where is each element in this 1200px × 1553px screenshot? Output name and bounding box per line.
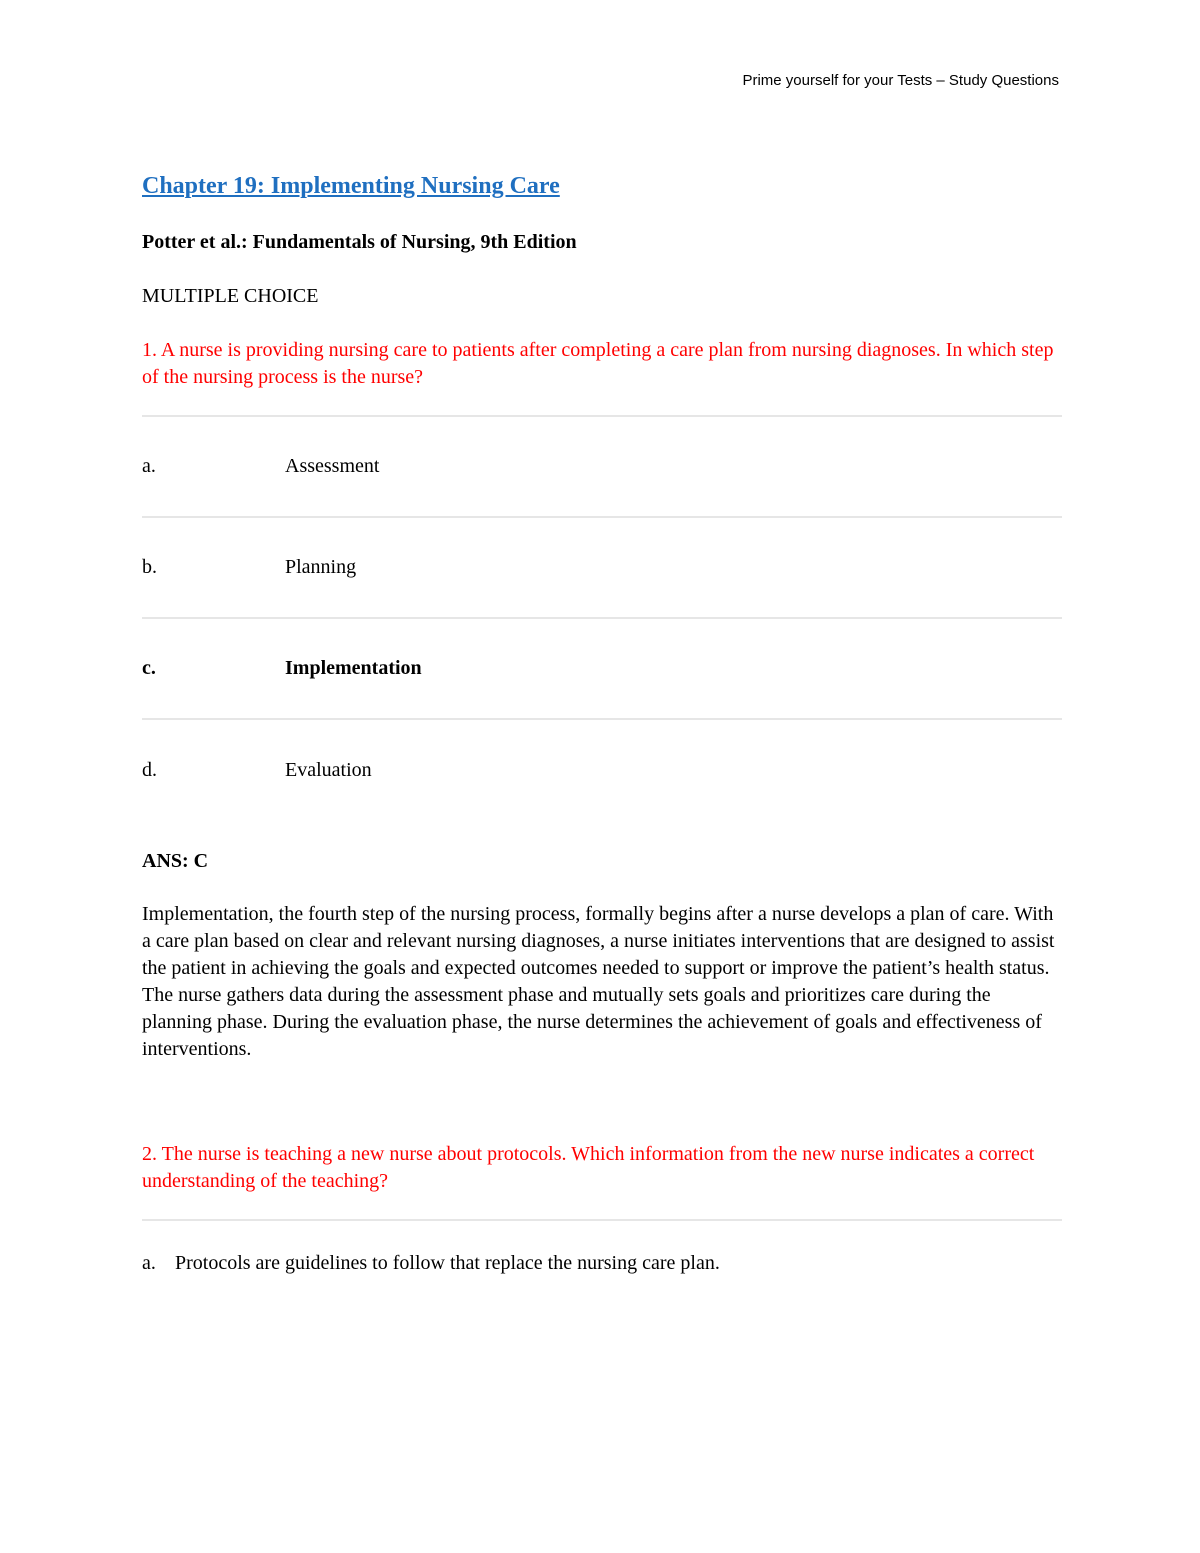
option-letter: c. [142,657,156,679]
rationale-paragraph: Implementation, the fourth step of the nursing process, formally begins after a nurse develops a plan of care. With a care plan based on clear and relevant nursing diagnoses, a nurse initiates interventions that are designed to assist the patient in achieving the goals and expected outcomes needed to support or improve the patient’s health status. The nurse gathers data during the assessment phase and mutually sets goals and prioritizes care during the planning phase. During the evaluation phase, the nurse determines the achievement of goals and effectiveness of interventions. [142,903,1055,1060]
document-body [142,170,1062,1277]
option-text: Protocols are guidelines to follow that replace the nursing care plan. [175,1252,720,1274]
section-title: MULTIPLE CHOICE [142,285,319,307]
option-letter: d. [142,758,157,781]
question-1-options [142,415,1062,820]
option-letter: b. [142,556,157,578]
option-text: Evaluation [285,758,372,781]
option-letter: a. [142,1252,156,1274]
chapter-title-link[interactable]: Chapter 19: Implementing Nursing Care [142,173,560,199]
option-c-correct [142,619,1062,718]
book-title: Potter et al.: Fundamentals of Nursing, 9th Edition [142,231,577,253]
question-1-prompt: 1. A nurse is providing nursing care to patients after completing a care plan from nursing diagnoses. In which step of the nursing process is the nurse? [142,339,1054,388]
option-letter: a. [142,455,156,477]
option-d [142,720,1062,820]
question-2-prompt: 2. The nurse is teaching a new nurse about protocols. Which information from the new nurse indicates a correct understanding of the teaching? [142,1143,1035,1192]
option-text: Planning [285,556,357,578]
question-2-option-a [142,1250,1062,1277]
option-b [142,518,1062,617]
running-header: Prime yourself for your Tests – Study Questions [742,72,1059,89]
option-text: Implementation [285,657,422,679]
option-text: Assessment [285,455,380,477]
option-a [142,417,1062,516]
divider [142,1219,1062,1221]
answer-key: ANS: C [142,850,209,872]
